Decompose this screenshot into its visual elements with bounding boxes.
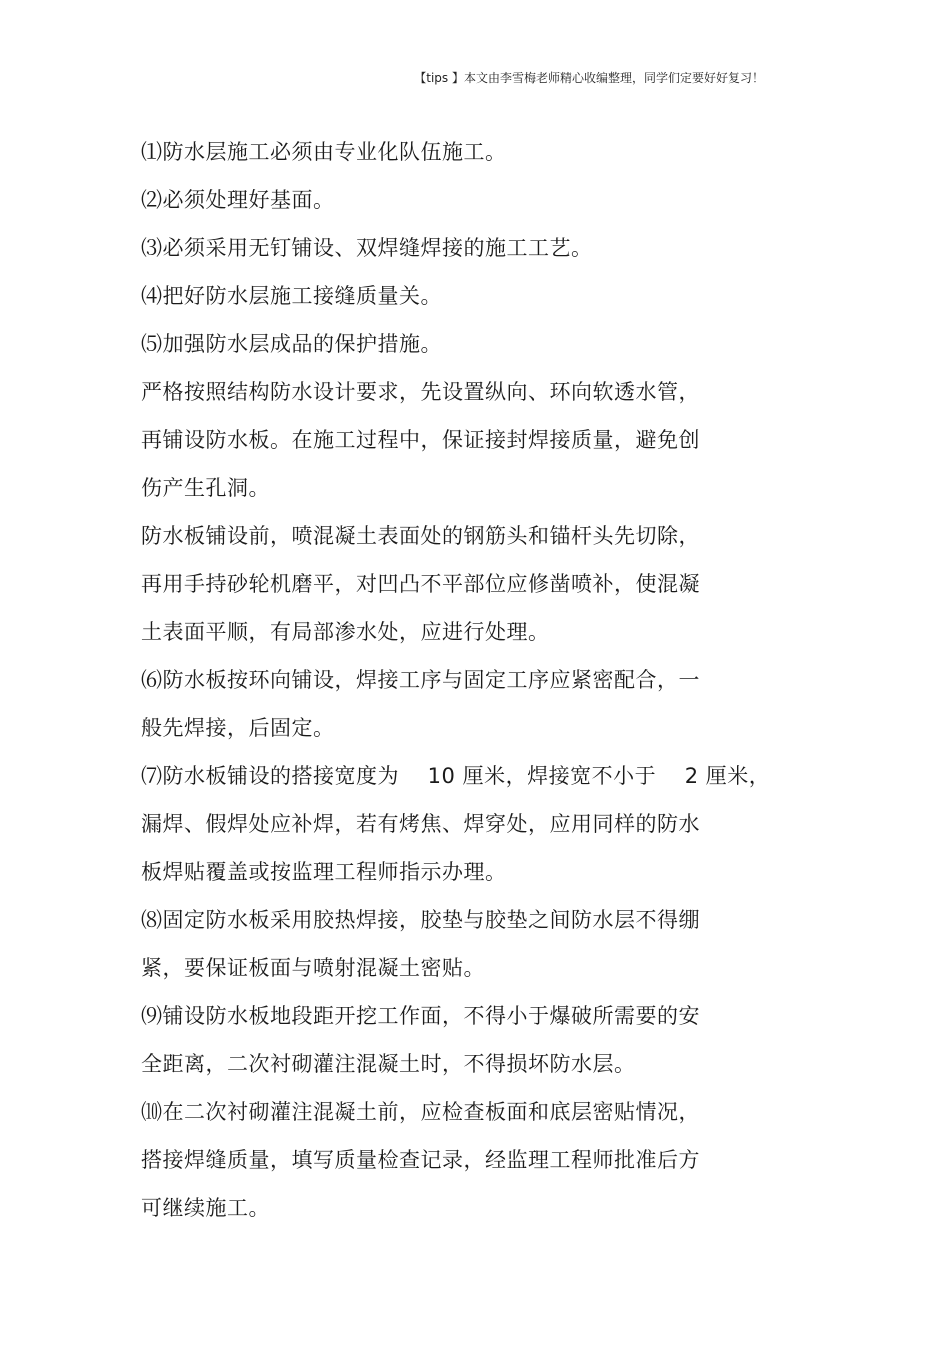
text-line: ⑺防水板铺设的搭接宽度为 10 厘米，焊接宽不小于 2 厘米， xyxy=(141,764,771,788)
text-line: ⑹防水板按环向铺设，焊接工序与固定工序应紧密配合，一 xyxy=(141,668,700,692)
text-line: 全距离，二次衬砌灌注混凝土时，不得损坏防水层。 xyxy=(141,1052,636,1076)
text-line: 般先焊接，后固定。 xyxy=(141,716,335,740)
text-line: 再铺设防水板。在施工过程中，保证接封焊接质量，避免创 xyxy=(141,428,700,452)
document-body xyxy=(141,128,841,1232)
text-line: ⑼铺设防水板地段距开挖工作面，不得小于爆破所需要的安 xyxy=(141,1004,700,1028)
text-line: 可继续施工。 xyxy=(141,1196,270,1220)
text-line: ⑸加强防水层成品的保护措施。 xyxy=(141,332,442,356)
text-line: 漏焊、假焊处应补焊，若有烤焦、焊穿处，应用同样的防水 xyxy=(141,812,700,836)
text-line: 紧，要保证板面与喷射混凝土密贴。 xyxy=(141,956,485,980)
text-line: ⑷把好防水层施工接缝质量关。 xyxy=(141,284,442,308)
text-line: 板焊贴覆盖或按监理工程师指示办理。 xyxy=(141,860,507,884)
text-line: 土表面平顺，有局部渗水处，应进行处理。 xyxy=(141,620,550,644)
text-line: 搭接焊缝质量，填写质量检查记录，经监理工程师批准后方 xyxy=(141,1148,700,1172)
text-line: ⑽在二次衬砌灌注混凝土前，应检查板面和底层密贴情况， xyxy=(141,1100,700,1124)
text-line: ⑻固定防水板采用胶热焊接，胶垫与胶垫之间防水层不得绷 xyxy=(141,908,700,932)
text-line: 防水板铺设前，喷混凝土表面处的钢筋头和锚杆头先切除， xyxy=(141,524,700,548)
text-line: 严格按照结构防水设计要求，先设置纵向、环向软透水管， xyxy=(141,380,700,404)
text-line: 再用手持砂轮机磨平，对凹凸不平部位应修凿喷补，使混凝 xyxy=(141,572,700,596)
text-line: ⑶必须采用无钉铺设、双焊缝焊接的施工工艺。 xyxy=(141,236,593,260)
header-tip-note: 【tips 】本文由李雪梅老师精心收编整理，同学们定要好好复习！ xyxy=(414,71,764,85)
text-line: ⑴防水层施工必须由专业化队伍施工。 xyxy=(141,140,507,164)
text-line: ⑵必须处理好基面。 xyxy=(141,188,335,212)
text-line: 伤产生孔洞。 xyxy=(141,476,270,500)
